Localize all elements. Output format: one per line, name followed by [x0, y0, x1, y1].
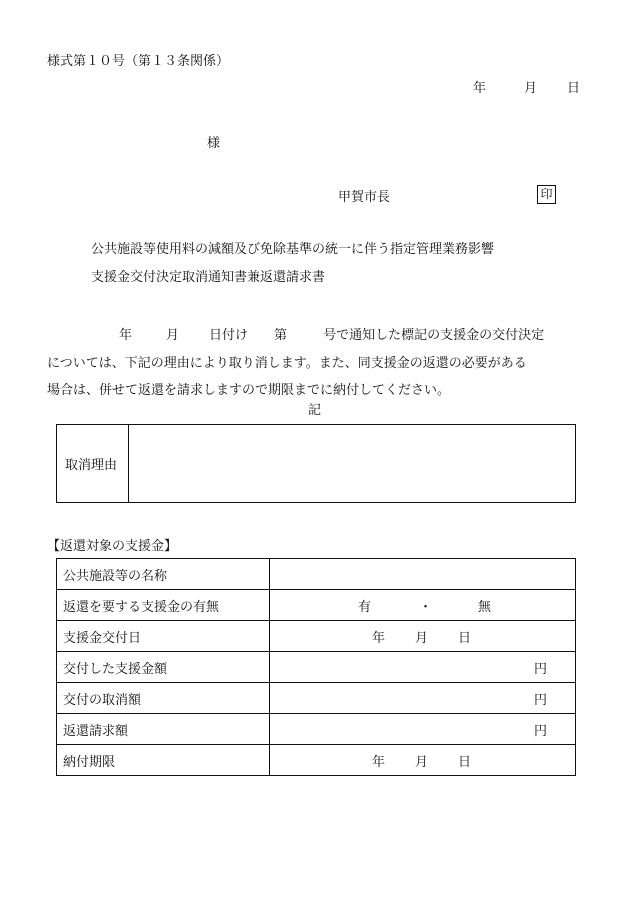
refund-amount-field[interactable]	[270, 714, 576, 745]
issuer-name: 甲賀市長	[338, 190, 391, 205]
refund-separator: ・	[419, 599, 433, 615]
grant-date-month: 月	[415, 630, 429, 646]
document-title-line2: 支援金交付決定取消通知書兼返還請求書	[91, 270, 326, 285]
date-month: 月	[523, 81, 537, 96]
refund-target-table	[56, 558, 576, 776]
refund-needed-label: 返還を要する支援金の有無	[57, 590, 270, 621]
facility-name-label: 公共施設等の名称	[57, 559, 270, 590]
due-date-month: 月	[415, 754, 429, 770]
refund-no-option[interactable]: 無	[478, 599, 492, 615]
notice-body	[47, 322, 583, 405]
due-date-field[interactable]	[270, 745, 576, 776]
table-row	[57, 590, 576, 621]
cancellation-reason-table	[56, 424, 576, 503]
ki-marker: 記	[308, 403, 322, 418]
form-number: 様式第１０号（第１３条関係）	[47, 54, 230, 69]
body-line-1	[47, 322, 583, 350]
document-title-line1: 公共施設等使用料の減額及び免除基準の統一に伴う指定管理業務影響	[91, 242, 495, 257]
grant-amount-field[interactable]	[270, 652, 576, 683]
due-date-day: 日	[458, 754, 472, 770]
seal-stamp-box: 印	[537, 185, 556, 204]
grant-date-field[interactable]	[270, 621, 576, 652]
refund-amount-unit: 円	[533, 723, 547, 739]
cancellation-reason-field[interactable]	[129, 425, 575, 502]
table-row	[57, 745, 576, 776]
body-line-2: については、下記の理由により取り消します。また、同支援金の返還の必要がある	[47, 355, 527, 371]
addressee-suffix: 様	[207, 136, 221, 151]
body-year: 年	[119, 328, 133, 343]
body-month: 月	[166, 328, 180, 343]
issue-date	[473, 82, 580, 95]
cancel-amount-label: 交付の取消額	[57, 683, 270, 714]
cancellation-reason-label: 取消理由	[57, 425, 129, 502]
table-row	[57, 621, 576, 652]
table-row	[57, 683, 576, 714]
grant-date-day: 日	[458, 630, 472, 646]
grant-amount-label: 交付した支援金額	[57, 652, 270, 683]
body-line1-rest: 号で通知した標記の支援金の交付決定	[323, 328, 545, 343]
grant-date-year: 年	[372, 630, 386, 646]
cancel-amount-unit: 円	[533, 692, 547, 708]
table-row	[57, 652, 576, 683]
table-row	[57, 559, 576, 590]
date-day: 日	[566, 81, 580, 96]
cancel-amount-field[interactable]	[270, 683, 576, 714]
refund-amount-label: 返還請求額	[57, 714, 270, 745]
due-date-label: 納付期限	[57, 745, 270, 776]
due-date-year: 年	[372, 754, 386, 770]
body-line-3: 場合は、併せて返還を請求しますので期限までに納付してください。	[47, 383, 451, 398]
facility-name-field[interactable]	[270, 559, 576, 590]
body-number-prefix: 第	[274, 328, 288, 343]
grant-amount-unit: 円	[533, 661, 547, 677]
refund-needed-field[interactable]	[270, 590, 576, 621]
refund-yes-option[interactable]: 有	[358, 599, 372, 615]
grant-date-label: 支援金交付日	[57, 621, 270, 652]
date-year: 年	[472, 81, 486, 96]
table-row	[57, 714, 576, 745]
body-day-suffix: 日付け	[209, 328, 249, 343]
section-heading: 【返還対象の支援金】	[47, 539, 178, 554]
